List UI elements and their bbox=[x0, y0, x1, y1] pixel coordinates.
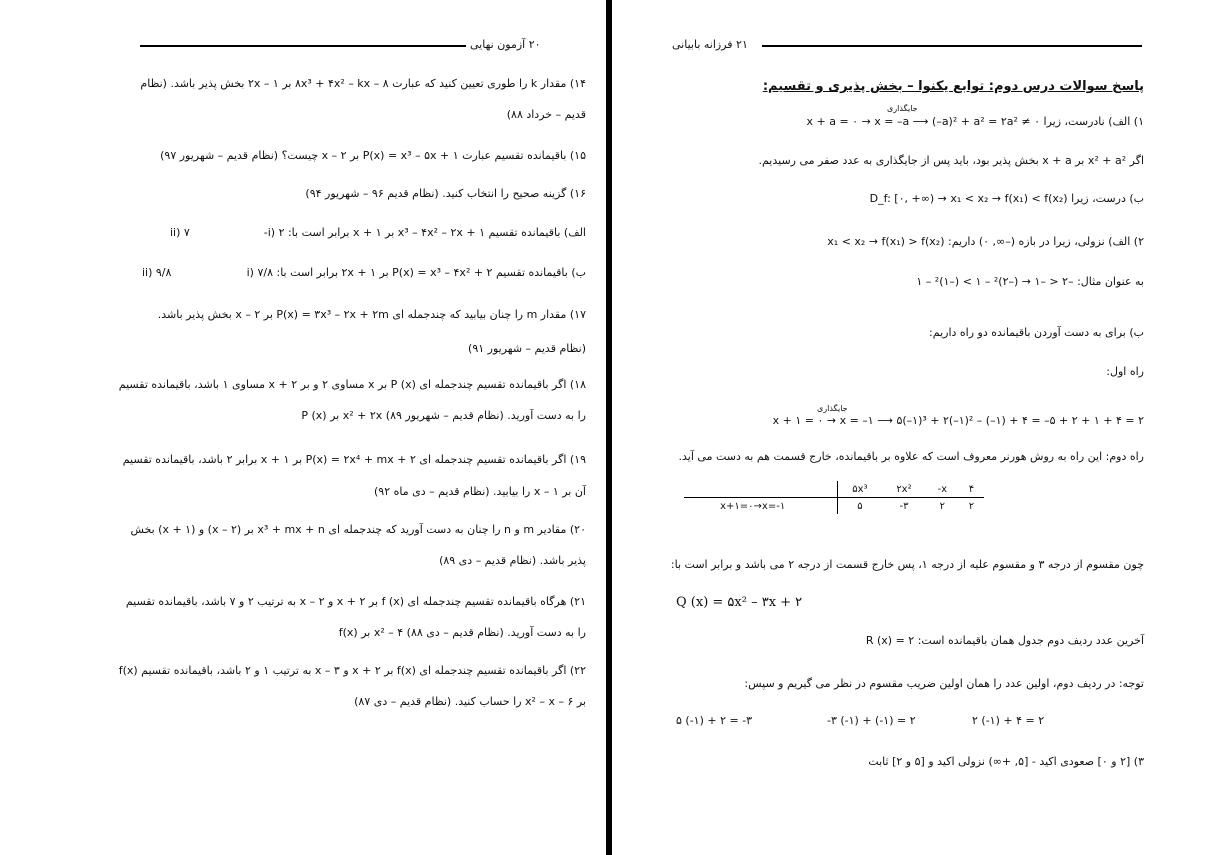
horner-row2-label-spacer bbox=[684, 481, 821, 498]
horner-r1-c1: ۵x³ bbox=[837, 481, 882, 498]
q21-line1: ۲۱) هرگاه باقیمانده تقسیم چندجمله ای f (x) بر x + ۲ و x – ۲ به ترتیب ۲ و ۷ باشد، باقیمانده تقسیم bbox=[125, 595, 586, 608]
right-page-header bbox=[672, 38, 748, 51]
ans1-note: اگر x² + a² بر x + a بخش پذیر بود، باید پس از جایگذاری به عدد صفر می رسیدیم. bbox=[758, 154, 1144, 167]
horner-r2-c4: ۲ bbox=[968, 500, 975, 512]
q16-a-ii: ii) ۷ bbox=[170, 226, 190, 239]
q17-line1: ۱۷) مقدار m را چنان بیابید که چندجمله ای P(x) = ۳x³ – ۲x + ۲m بر x – ۲ بخش پذیر باشد. bbox=[157, 308, 586, 321]
right-page bbox=[612, 0, 1214, 855]
q22-line1: ۲۲) اگر باقیمانده تقسیم چندجمله ای f(x) بر x + ۲ و x – ۳ به ترتیب ۱ و ۲ باشد، باقیمانده تقسیم f(x) bbox=[118, 664, 586, 677]
horner-r1-c4: ۴ bbox=[959, 481, 984, 498]
method1-label: راه اول: bbox=[1106, 365, 1144, 378]
note-text: توجه: در ردیف دوم، اولین عدد را همان اولین ضریب مقسوم در نظر می گیریم و سپس: bbox=[744, 677, 1144, 690]
left-page-header bbox=[470, 38, 541, 51]
horner-r2-c1: ۵ bbox=[857, 500, 863, 512]
q14-line2: قدیم – خرداد ۸۸) bbox=[506, 108, 586, 121]
q20-line2: پذیر باشد. (نظام قدیم – دی ۸۹) bbox=[439, 554, 586, 567]
left-page bbox=[0, 0, 606, 855]
q20-line1: ۲۰) مقادیر m و n را چنان به دست آورید که چندجمله ای x³ + mx + n بر (x – ۲) و (x + ۱) بخش bbox=[130, 523, 586, 536]
q22-line2: بر x² – x – ۶ را حساب کنید. (نظام قدیم – دی ۸۷) bbox=[354, 695, 586, 708]
horner-r2-c3: ۲ bbox=[939, 500, 946, 512]
remainder-text: آخرین عدد ردیف دوم جدول همان باقیمانده است: R (x) = ۲ bbox=[865, 634, 1144, 647]
calc-3: ۲ (-۱) + ۴ = ۲ bbox=[972, 714, 1045, 727]
q14-line1: ۱۴) مقدار k را طوری تعیین کنید که عبارت ۸ – ۸x³ + ۴x² – kx بر ۱ – ۲x بخش پذیر باشد. (نظام bbox=[140, 77, 586, 90]
horner-row2-label: x+۱=۰→x=-۱ bbox=[720, 500, 786, 512]
method1-arrow-label: جایگذاری bbox=[817, 404, 848, 413]
q16: ۱۶) گزینه صحیح را انتخاب کنید. (نظام قدیم ۹۶ – شهریور ۹۴) bbox=[305, 187, 586, 200]
quotient-text: چون مقسوم از درجه ۳ و مقسوم علیه از درجه ۱، پس خارج قسمت از درجه ۲ می باشد و برابر است با: bbox=[670, 558, 1144, 571]
q16-b: ب) باقیمانده تقسیم P(x) = x³ – ۴x² + ۲ بر ۲x + ۱ برابر است با: i) ۷/۸ bbox=[246, 266, 586, 279]
right-page-number: ۲۱ bbox=[736, 38, 748, 51]
horner-r1-c3: -x bbox=[926, 481, 959, 498]
ans2-b: ب) برای به دست آوردن باقیمانده دو راه داریم: bbox=[929, 326, 1144, 339]
horner-r2-c2: -۳ bbox=[899, 500, 909, 512]
answers-title: پاسخ سوالات درس دوم: توابع یکنوا – بخش پذیری و تقسیم: bbox=[762, 79, 1144, 94]
q19-line1: ۱۹) اگر باقیمانده تقسیم چندجمله ای P(x) = ۲x⁴ + mx + ۲ بر x + ۱ برابر ۲ باشد، باقیمانده تقسیم bbox=[122, 453, 586, 466]
right-header-rule bbox=[762, 45, 1142, 47]
q16-b-ii: ii) ۹/۸ bbox=[142, 266, 172, 279]
q15: ۱۵) باقیمانده تقسیم عبارت P(x) = x³ – ۵x + ۱ بر x – ۲ چیست؟ (نظام قدیم – شهریور ۹۷) bbox=[160, 149, 586, 162]
q18-line2: P (x) بر x² + ۲x را به دست آورید. (نظام قدیم – شهریور ۸۹) bbox=[301, 409, 586, 422]
q21-line2: f(x) بر x² – ۴ را به دست آورید. (نظام قدیم – دی ۸۸) bbox=[338, 626, 586, 639]
q16-a: الف) باقیمانده تقسیم x³ – ۴x² – ۲x + ۱ بر x + ۱ برابر است با: i) ۲- bbox=[263, 226, 586, 239]
q18-line1: ۱۸) اگر باقیمانده تقسیم چندجمله ای P (x) بر x مساوی ۲ و بر x + ۲ مساوی ۱ باشد، باقیمانده تقسیم bbox=[118, 378, 586, 391]
ans1-a: ۱) الف) نادرست، زیرا x + a = ۰ → x = –a ⟶ (–a)² + a² = ۲a² ≠ ۰ bbox=[806, 115, 1144, 128]
left-page-title: آزمون نهایی bbox=[470, 38, 526, 51]
ans1-a-arrow-label: جایگذاری bbox=[887, 104, 918, 113]
ans2-a: ۲) الف) نزولی، زیرا در بازه (–∞, ۰) داریم: x₁ < x₂ → f(x₁) > f(x₂) bbox=[827, 235, 1144, 248]
ans2-example: به عنوان مثال: –۲ < –۱ → (–۲)² – ۱ > (–۱)² – ۱ bbox=[916, 275, 1144, 288]
method2-text: راه دوم: این راه به روش هورنر معروف است که علاوه بر باقیمانده، خارج قسمت هم به دست می آید. bbox=[678, 450, 1144, 463]
horner-r1-c2: ۲x² bbox=[882, 481, 926, 498]
q17-line2: (نظام قدیم – شهریور ۹۱) bbox=[468, 342, 586, 355]
method1-eq: x + ۱ = ۰ → x = –۱ ⟶ ۵(–۱)³ + ۲(–۱)² – (–۱) + ۴ = –۵ + ۲ + ۱ + ۴ = ۲ bbox=[772, 414, 1144, 427]
calc-1: ۵ (-۱) + ۲ = -۳ bbox=[676, 714, 753, 727]
horner-table bbox=[684, 481, 984, 514]
quotient-eq: Q (x) = ۵x² – ۳x + ۲ bbox=[676, 595, 803, 610]
q19-line2: آن بر x – ۱ را بیابید. (نظام قدیم – دی ماه ۹۲) bbox=[373, 485, 586, 498]
ans1-b: ب) درست، زیرا D_f: [۰, +∞) → x₁ < x₂ → f(x₁) < f(x₂) bbox=[869, 192, 1144, 205]
left-header-rule bbox=[140, 45, 466, 47]
calc-2: -۳ (-۱) + (-۱) = ۲ bbox=[827, 714, 916, 727]
left-page-number: ۲۰ bbox=[528, 38, 541, 51]
right-page-title: فرزانه بابیانی bbox=[672, 38, 733, 51]
ans3: ۳) [۲ و ۰] صعودی اکید - [۵, +∞) نزولی اکید و [۵ و ۲] ثابت bbox=[868, 755, 1144, 768]
